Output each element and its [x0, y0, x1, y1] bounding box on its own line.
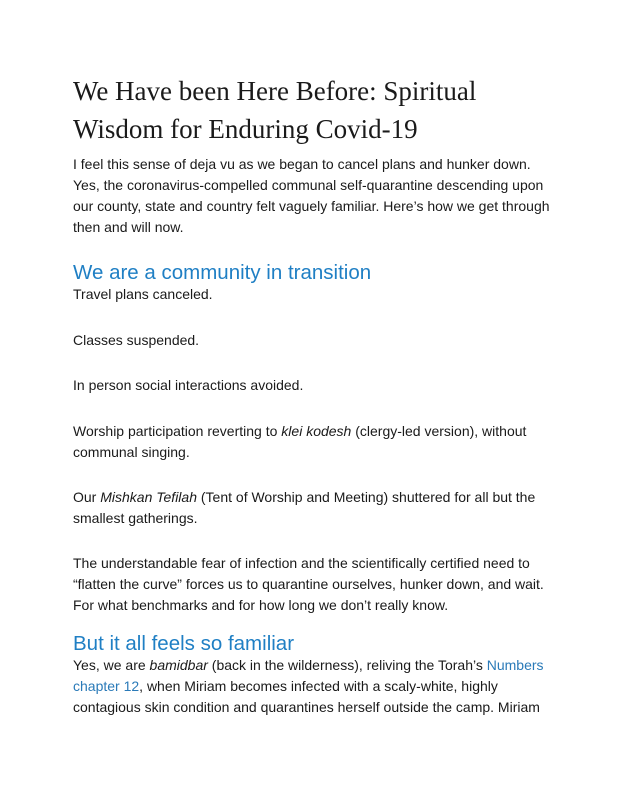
article-title: We Have been Here Before: Spiritual Wisdom for Enduring Covid-19 [73, 76, 477, 144]
paragraph-travel: Travel plans canceled. [73, 286, 213, 302]
bamidbar-term: bamidbar [149, 657, 208, 673]
section-heading-transition: We are a community in transition [73, 261, 372, 284]
bamidbar-text-pre: Yes, we are [73, 657, 150, 673]
worship-text-post: (clergy-led version), without communal singing. [73, 423, 527, 460]
numbers-chapter-link[interactable]: Numbers chapter 12 [73, 657, 544, 694]
mishkan-term: Mishkan Tefilah [100, 489, 197, 505]
paragraph-mishkan [73, 487, 553, 529]
paragraph-bamidbar [73, 655, 553, 718]
paragraph-classes: Classes suspended. [73, 332, 200, 348]
paragraph-social: In person social interactions avoided. [73, 377, 304, 393]
intro-paragraph: I feel this sense of deja vu as we began to cancel plans and hunker down. Yes, the coronavirus-compelled communal self-quarantine descending upon our county, state and country felt vaguely familiar. Here’s how we get through then and will now. [73, 156, 550, 235]
paragraph-worship [73, 421, 553, 463]
mishkan-text-pre: Our [73, 489, 101, 505]
bamidbar-text-mid: (back in the wilderness), reliving the Torah’s [207, 657, 487, 673]
mishkan-text-post: (Tent of Worship and Meeting) shuttered for all but the smallest gatherings. [73, 489, 536, 526]
worship-text-pre: Worship participation reverting to [73, 423, 282, 439]
worship-term: klei kodesh [281, 423, 352, 439]
section-heading-familiar: But it all feels so familiar [73, 632, 295, 655]
bamidbar-text-post: , when Miriam becomes infected with a scaly-white, highly contagious skin condition and quarantines herself outside the camp. Miriam [73, 678, 540, 715]
paragraph-fear: The understandable fear of infection and the scientifically certified need to “flatten the curve” forces us to quarantine ourselves, hunker down, and wait. For what benchmarks and for how long we don’t really know. [73, 555, 544, 613]
